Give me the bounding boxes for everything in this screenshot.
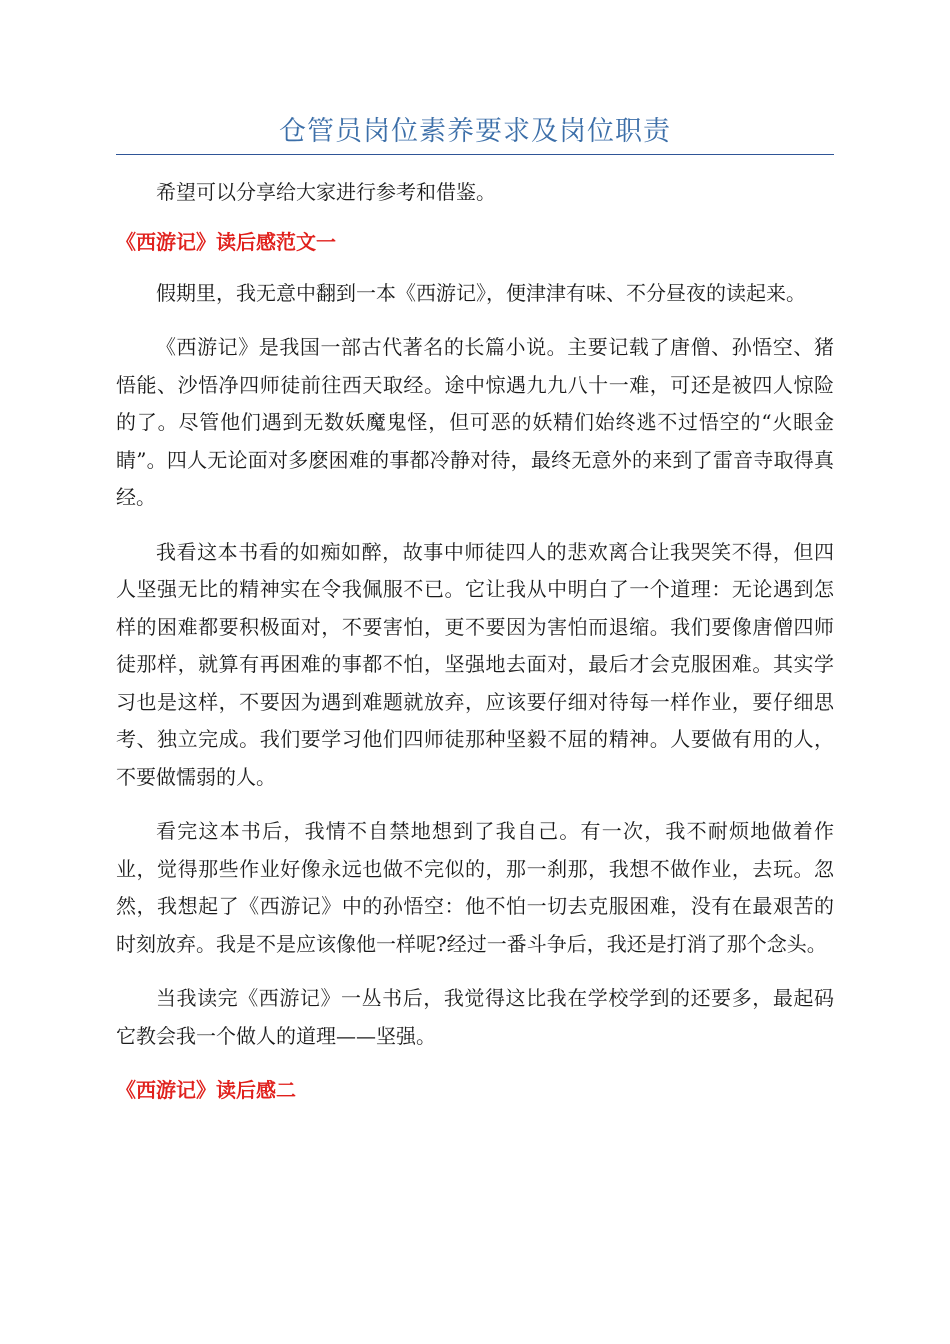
body-paragraph: 假期里，我无意中翻到一本《西游记》，便津津有味、不分昼夜的读起来。 bbox=[156, 280, 806, 305]
body-paragraph: 当我读完《西游记》一丛书后，我觉得这比我在学校学到的还要多，最起码它教会我一个做人的道理——坚强。 bbox=[116, 986, 834, 1048]
body-paragraph: 我看这本书看的如痴如醉，故事中师徒四人的悲欢离合让我哭笑不得，但四人坚强无比的精神实在令我佩服不已。它让我从中明白了一个道理：无论遇到怎样的困难都要积极面对，不要害怕，更不要因为害怕而退缩。我们要像唐僧四师徒那样，就算有再困难的事都不怕，坚强地去面对，最后才会克服困难。其实学习也是这样，不要因为遇到难题就放弃，应该要仔细对待每一样作业，要仔细思考、独立完成。我们要学习他们四师徒那种坚毅不屈的精神。人要做有用的人，不要做懦弱的人。 bbox=[116, 539, 834, 789]
body-paragraph: 看完这本书后，我情不自禁地想到了我自己。有一次，我不耐烦地做着作业，觉得那些作业好像永远也做不完似的，那一刹那，我想不做作业，去玩。忽然，我想起了《西游记》中的孙悟空：他不怕一切去克服困难，没有在最艰苦的时刻放弃。我是不是应该像他一样呢?经过一番斗争后，我还是打消了那个念头。 bbox=[116, 819, 834, 956]
title-underline bbox=[116, 154, 834, 155]
section-2 bbox=[116, 1072, 834, 1109]
document-title: 仓管员岗位素养要求及岗位职责 bbox=[279, 116, 671, 147]
section-heading: 《西游记》读后感二 bbox=[116, 1078, 296, 1102]
section-heading: 《西游记》读后感范文一 bbox=[116, 229, 336, 254]
body-paragraph: 《西游记》是我国一部古代著名的长篇小说。主要记载了唐僧、孙悟空、猪悟能、沙悟净四师徒前往西天取经。途中惊遇九九八十一难，可还是被四人惊险的了。尽管他们遇到无数妖魔鬼怪，但可恶的妖精们始终逃不过悟空的“火眼金睛”。四人无论面对多麽困难的事都冷静对待，最终无意外的来到了雷音寺取得真经。 bbox=[116, 335, 834, 509]
intro-paragraph: 希望可以分享给大家进行参考和借鉴。 bbox=[156, 180, 496, 204]
section-1 bbox=[116, 224, 834, 1056]
document-body bbox=[116, 174, 834, 1123]
